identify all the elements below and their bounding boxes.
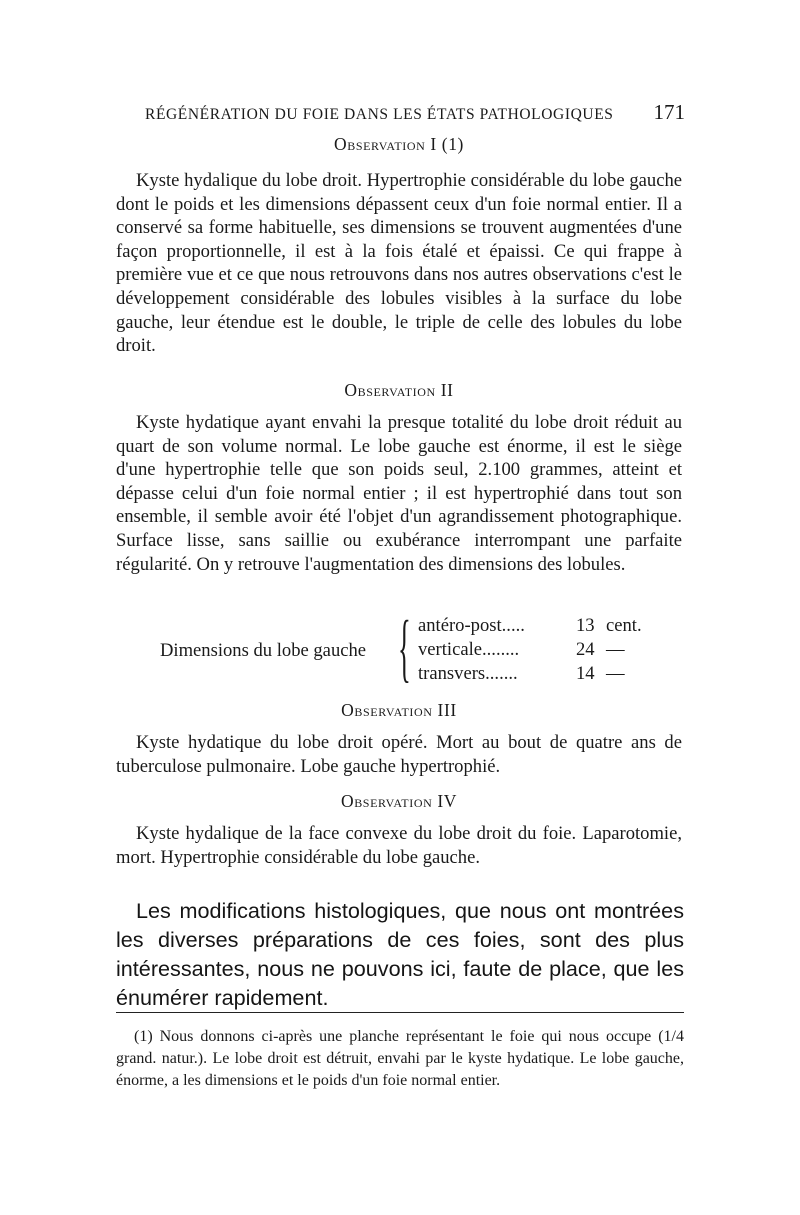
dimension-name: verticale........ xyxy=(418,639,520,660)
dimension-row xyxy=(418,662,658,686)
dimension-row xyxy=(418,614,658,638)
dimensions-table xyxy=(160,606,660,690)
page-number: 171 xyxy=(653,100,685,124)
observation-1 xyxy=(116,134,682,358)
footnote-rule xyxy=(116,1012,684,1013)
dimension-unit: — xyxy=(606,639,625,660)
footnote: (1) Nous donnons ci-après une planche représentant le foie qui nous occupe (1/4 grand. natur.). Le lobe droit est détruit, envahi par le kyste hydatique. Le lobe gauche, énorme, a les dimensions et le poids d'un foie normal entier. xyxy=(116,1028,684,1089)
observation-4 xyxy=(116,791,682,869)
dimensions-rows xyxy=(418,614,658,686)
observation-text: Kyste hydalique du lobe droit. Hypertrophie considérable du lobe gauche dont le poids et les dimensions dépassent ceux d'un foie normal entier. Il a conservé sa forme habituelle, ses dimensions se trouvent augmentées d'une façon proportionnelle, il est à la fois étalé et épaissi. Ce qui frappe à première vue et ce que nous retrouvons dans nos autres observations c'est le développement considérable des lobules visibles à la surface du lobe gauche, leur étendue est le double, le triple de celle des lobules du lobe droit. xyxy=(116,170,682,357)
brace-icon: { xyxy=(398,606,411,690)
observation-text: Kyste hydatique du lobe droit opéré. Mort au bout de quatre ans de tuberculose pulmonaire. Lobe gauche hypertrophié. xyxy=(116,732,682,777)
dimension-unit: cent. xyxy=(606,615,642,636)
dimension-value: 13 xyxy=(576,615,595,636)
observation-heading: Observation III xyxy=(341,700,457,720)
observation-2 xyxy=(116,380,682,576)
conclusion-paragraph: Les modifications histologiques, que nous ont montrées les diverses préparations de ces foies, sont des plus intéressantes, nous ne pouvons ici, faute de place, que les énumérer rapidement. xyxy=(116,898,684,1010)
observation-heading: Observation I (1) xyxy=(334,134,464,154)
observation-heading: Observation II xyxy=(344,380,454,400)
dimension-value: 14 xyxy=(576,663,595,684)
dimension-value: 24 xyxy=(576,639,595,660)
dimension-name: antéro-post..... xyxy=(418,615,525,636)
dimension-row xyxy=(418,638,658,662)
observation-heading: Observation IV xyxy=(340,791,458,811)
observation-text: Kyste hydatique ayant envahi la presque totalité du lobe droit réduit au quart de son volume normal. Le lobe gauche est énorme, il est le siège d'une hypertrophie telle que son poids seul, 2.100 grammes, atteint et dépasse celui d'un foie normal entier ; il est hypertrophié dans tout son ensemble, il semble avoir été l'objet d'un agrandissement photographique. Surface lisse, sans saillie ou exubérance interrompant une parfaite régularité. On y retrouve l'augmentation des dimensions des lobules. xyxy=(116,412,682,575)
dimensions-label: Dimensions du lobe gauche xyxy=(160,640,367,661)
running-head xyxy=(145,100,685,125)
observation-text: Kyste hydalique de la face convexe du lobe droit du foie. Laparotomie, mort. Hypertrophie considérable du lobe gauche. xyxy=(116,823,682,868)
running-head-title: RÉGÉNÉRATION DU FOIE DANS LES ÉTATS PATHOLOGIQUES xyxy=(145,106,614,123)
observation-3 xyxy=(116,700,682,778)
dimension-unit: — xyxy=(606,663,625,684)
dimension-name: transvers....... xyxy=(418,663,518,684)
